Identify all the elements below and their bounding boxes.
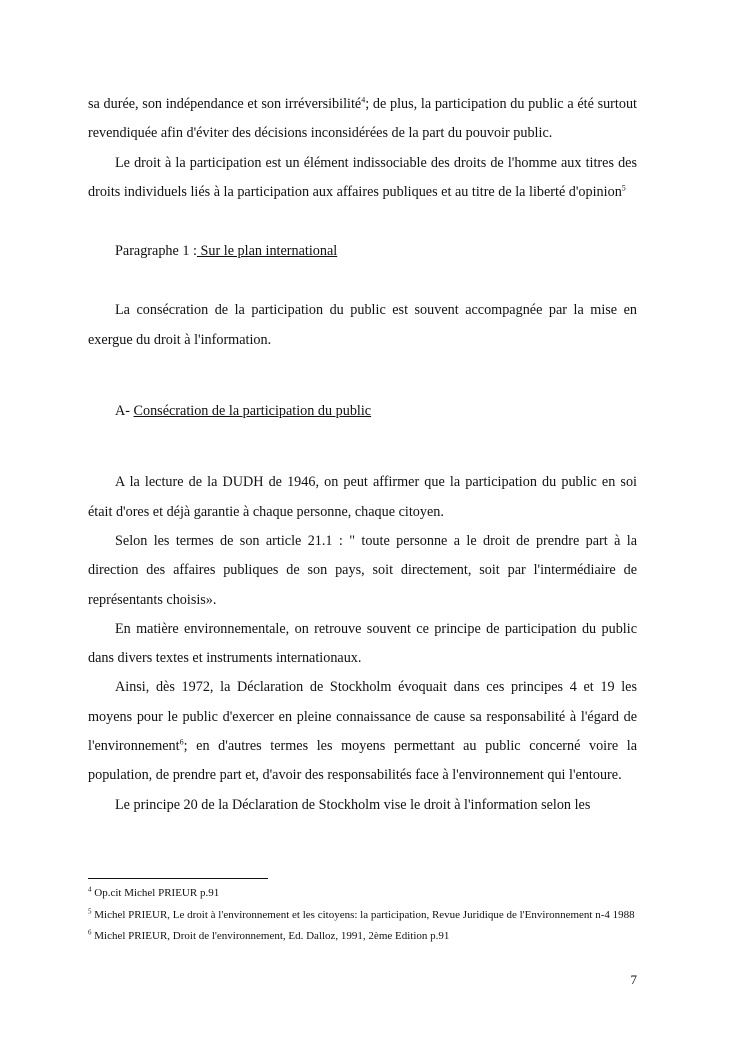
footnotes: [88, 878, 637, 948]
paragraph-stockholm-1972: Ainsi, dès 1972, la Déclaration de Stockholm évoquait dans ces principes 4 et 19 les moyens pour le public d'exercer en pleine connaissance de cause sa responsabilité à l'égard de l'environnement$^6$; en d'autres termes les moyens permettant au public concerné voire la population, de prendre part et, d'avoir des responsabilités face à l'environnement qui l'entoure.: [88, 679, 637, 784]
paragraph-continuation: sa durée, son indépendance et son irréversibilité$^4$; de plus, la participation du public a été surtout revendiquée afin d'éviter des décisions inconsidérées de la part du pouvoir public.: [88, 95, 637, 142]
paragraph-environmental-matters: En matière environnementale, on retrouve souvent ce principe de participation du public dans divers textes et instruments internationaux.: [88, 620, 637, 667]
paragraph-article-21: Selon les termes de son article 21.1 : " toute personne a le droit de prendre part à la direction des affaires publiques de son pays, soit directement, soit par l'intermédiaire de représentants choisis».: [88, 532, 637, 608]
paragraph-principle-20: Le principe 20 de la Déclaration de Stockholm vise le droit à l'information selon les: [115, 796, 591, 813]
paragraph-participation-right: Le droit à la participation est un élément indissociable des droits de l'homme aux titres des droits individuels liés à la participation aux affaires publiques et au titre de la liberté d'opinion$^5$: [88, 154, 637, 200]
footnote-5: $^5$ Michel PRIEUR, Le droit à l'environnement et les citoyens: la participation, Revue Juridique de l'Environnement n-4 1988: [88, 906, 635, 921]
document-body: [88, 90, 637, 820]
footnote-ref-4[interactable]: 4: [361, 95, 366, 105]
section-heading-paragraphe-1: Paragraphe 1 : Sur le plan international: [115, 243, 338, 260]
footnote-ref-6[interactable]: 6: [179, 737, 184, 747]
footnote-divider: [88, 878, 268, 879]
page-number: 7: [630, 972, 637, 987]
footnote-ref-5[interactable]: 5: [621, 183, 626, 193]
footnote-6: $^6$ Michel PRIEUR, Droit de l'environnement, Ed. Dalloz, 1991, 2ème Edition p.91: [88, 928, 450, 942]
footnote-4: $^4$ Op.cit Michel PRIEUR p.91: [88, 885, 220, 899]
paragraph-consecration-intro: La consécration de la participation du public est souvent accompagnée par la mise en exergue du droit à l'information.: [88, 302, 637, 348]
paragraph-dudh: A la lecture de la DUDH de 1946, on peut affirmer que la participation du public en soi était d'ores et déjà garantie à chaque personne, chaque citoyen.: [88, 474, 637, 520]
subsection-heading-a: A- Consécration de la participation du public: [115, 403, 372, 420]
